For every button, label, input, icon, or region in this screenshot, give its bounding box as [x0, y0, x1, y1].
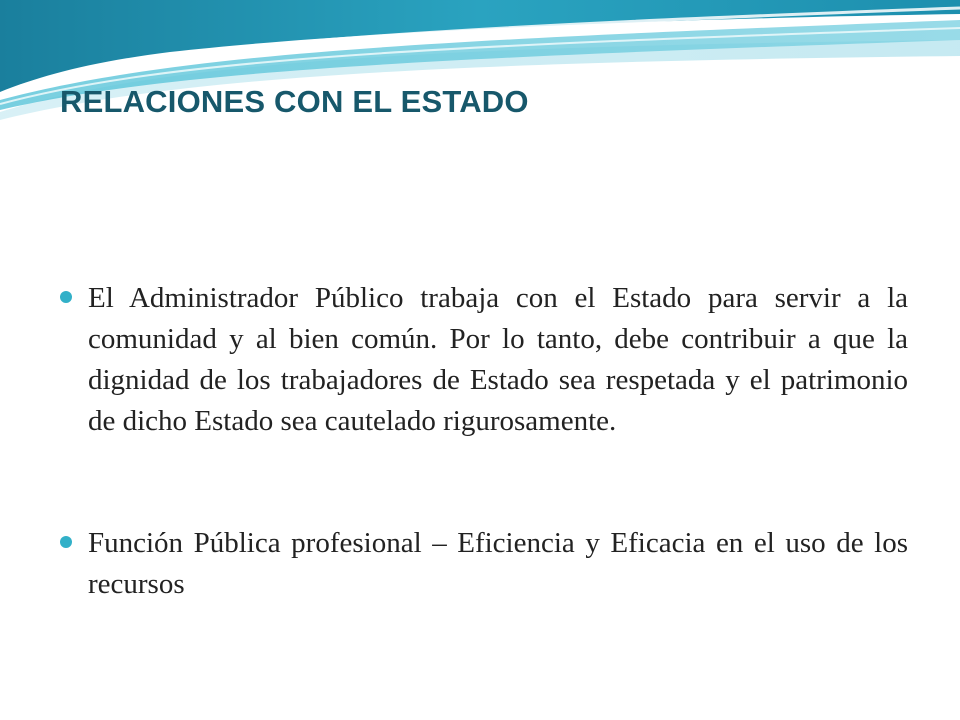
bullet-item: [58, 278, 908, 442]
bullet-text: El Administrador Público trabaja con el Estado para servir a la comunidad y al bien común. Por lo tanto, debe contribuir a que la dignidad de los trabajadores de Estado sea respetada y el patrimonio de dicho Estado sea cautelado rigurosamente.: [88, 282, 908, 437]
bullet-text: Función Pública profesional – Eficiencia y Eficacia en el uso de los recursos: [88, 527, 908, 600]
bullet-item: [58, 523, 908, 605]
slide-title: RELACIONES CON EL ESTADO: [60, 84, 529, 119]
bullet-dot-icon: [60, 536, 72, 548]
bullet-dot-icon: [60, 291, 72, 303]
bullet-list: [58, 278, 908, 605]
